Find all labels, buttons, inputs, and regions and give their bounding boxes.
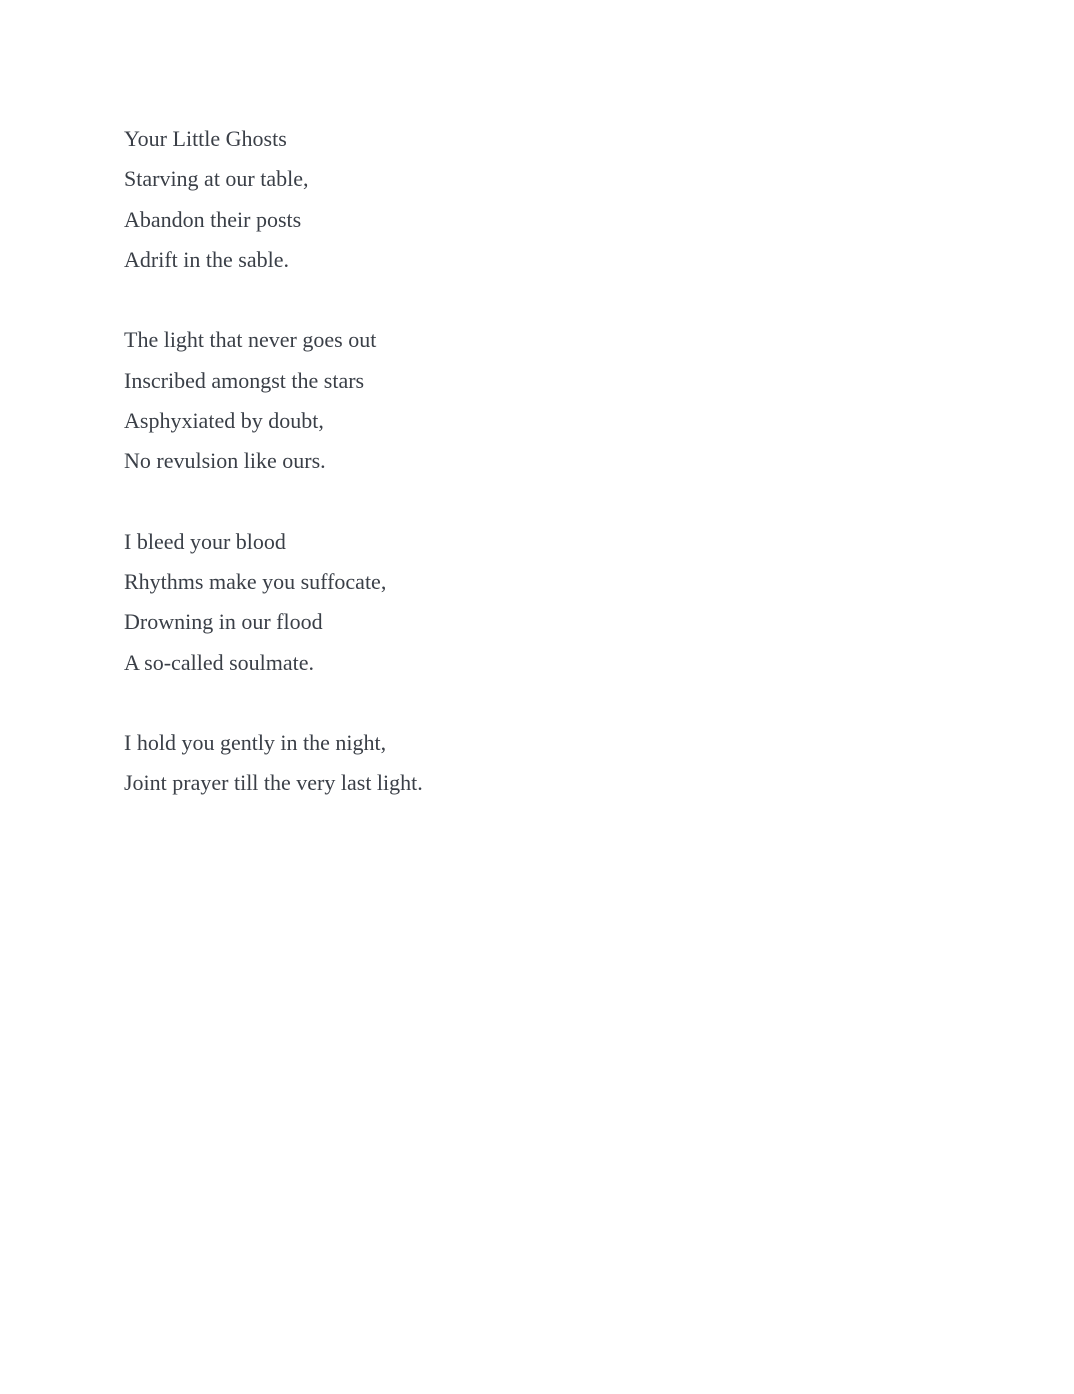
- poem-body: [124, 119, 924, 844]
- poem-line: Starving at our table,: [124, 166, 309, 192]
- poem-line: Abandon their posts: [124, 206, 302, 232]
- stanza-4: [124, 723, 924, 804]
- poem-line: Joint prayer till the very last light.: [124, 770, 423, 796]
- poem-line: Your Little Ghosts: [124, 126, 287, 151]
- poem-line: Asphyxiated by doubt,: [124, 407, 324, 433]
- stanza-3: [124, 522, 924, 683]
- poem-line: No revulsion like ours.: [124, 448, 326, 474]
- poem-line: Adrift in the sable.: [124, 246, 289, 272]
- poem-line: A so-called soulmate.: [124, 649, 315, 675]
- poem-line: I bleed your blood: [124, 528, 286, 554]
- poem-line: I hold you gently in the night,: [124, 729, 387, 755]
- stanza-1: [124, 119, 924, 280]
- poem-line: Inscribed amongst the stars: [124, 367, 365, 393]
- poem-line: Drowning in our flood: [124, 609, 323, 635]
- poem-line: Rhythms make you suffocate,: [124, 568, 387, 594]
- stanza-2: [124, 320, 924, 481]
- poem-line: The light that never goes out: [124, 327, 377, 353]
